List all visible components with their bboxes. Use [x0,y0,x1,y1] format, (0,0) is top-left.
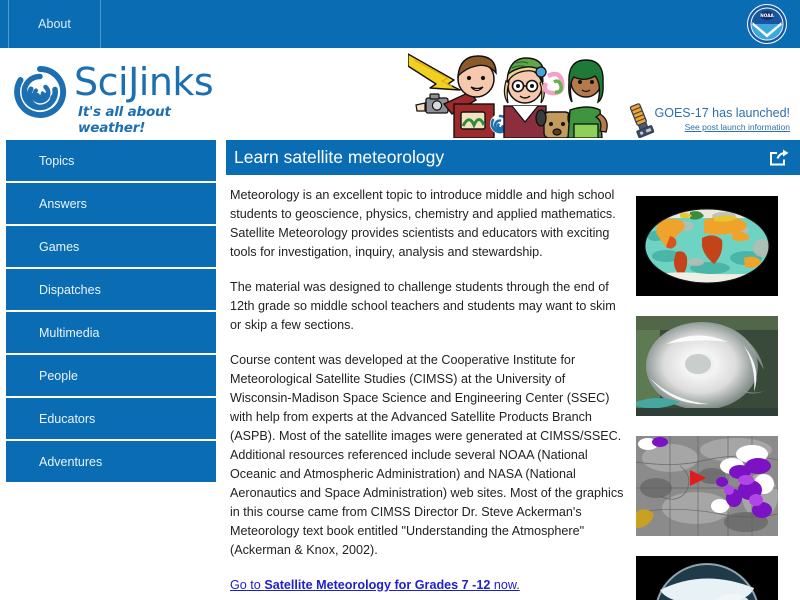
hurricane-figure[interactable] [636,316,778,416]
sidebar-item-multimedia[interactable]: Multimedia [6,312,216,353]
spiral-icon [12,64,68,125]
top-navigation-bar [0,0,800,48]
sidebar-item-games[interactable]: Games [6,226,216,267]
article-paragraph-2: The material was designed to challenge students through the end of 12th grade so middle school teachers and students may want to skim or skip a few sections. [230,280,616,332]
logo-tagline: It's all about weather! [78,104,171,136]
article-paragraph-1: Meteorology is an excellent topic to introduce middle and high school students to geoscience, physics, chemistry and applied mathematics. Satellite Meteorology provides scientists and educators with exciting tools for investigation, inquiry, analysis and stewardship. [230,188,616,259]
topnav-item-about[interactable]: About [38,17,71,31]
sidebar-item-adventures[interactable]: Adventures [6,441,216,482]
cta-prefix: Go to [230,578,265,592]
satellite-meteorology-link[interactable] [230,578,520,592]
promo-link[interactable]: See post launch information [684,122,790,132]
kids-illustration [408,48,608,138]
sidebar-item-answers[interactable]: Answers [6,183,216,224]
sidebar-item-topics[interactable]: Topics [6,140,216,181]
sidebar-item-dispatches[interactable]: Dispatches [6,269,216,310]
sidebar-item-educators[interactable]: Educators [6,398,216,439]
cta-bold: Satellite Meteorology for Grades 7 -12 [264,578,491,592]
article-body [230,186,624,595]
promo-banner [620,106,790,132]
cta-suffix: now. [490,578,520,592]
radar-figure[interactable] [636,436,778,536]
earth-disk-figure[interactable] [636,556,778,600]
page-title-bar [226,140,800,175]
logo-wordmark: SciJinks [74,60,214,104]
sidebar-navigation [0,138,222,484]
image-rail [636,196,778,600]
promo-headline: GOES-17 has launched! [654,106,790,120]
site-header [0,48,800,138]
svg-text:NOAA: NOAA [760,13,774,19]
article-cta [230,576,624,595]
topnav-divider-right [100,0,101,48]
sidebar-item-people[interactable]: People [6,355,216,396]
global-map-figure[interactable] [636,196,778,296]
page-title: Learn satellite meteorology [234,147,445,167]
site-logo[interactable] [12,60,242,136]
noaa-logo-icon[interactable] [746,3,788,45]
share-icon[interactable] [769,148,790,167]
article-paragraph-3: Course content was developed at the Cooperative Institute for Meteorological Satellite Studies (CIMSS) at the University of Wisconsin-Madison Space Science and Engineering Center (SSEC) with help from experts at the Advanced Satellite Products Branch (ASPB). Most of the satellite images were generated at CIMSS/SSEC. Additional resources referenced include several NOAA (National Oceanic and Atmospheric Administration) and NASA (National Aeronautics and Space Administration) web sites. Most of the graphics in this course came from CIMSS Director Dr. Steve Ackerman's Meteorology text book entitled "Understanding the Atmosphere" (Ackerman & Knox, 2002). [230,353,624,557]
